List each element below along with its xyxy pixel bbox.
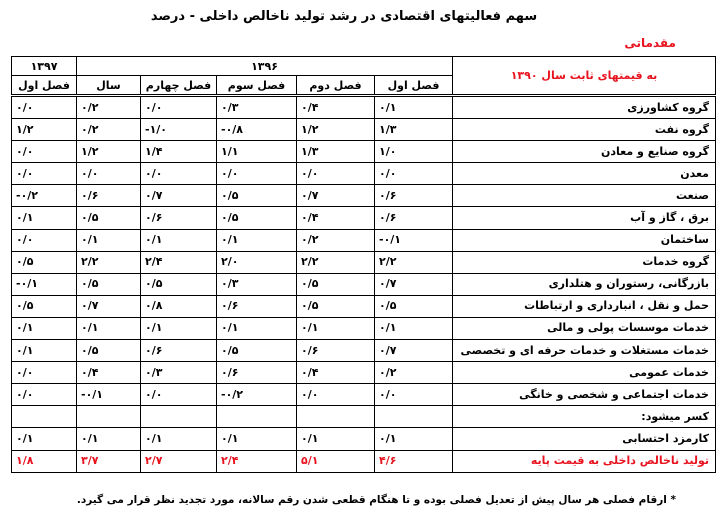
value-cell: ۰/۱ xyxy=(12,340,77,362)
value-cell: ۰/۷ xyxy=(297,185,375,207)
table-row xyxy=(12,141,716,163)
value-cell: ۰/۰ xyxy=(375,384,453,406)
value-cell: ۰/۷ xyxy=(375,273,453,295)
year-1397-header: ۱۳۹۷ xyxy=(12,57,77,76)
table-row xyxy=(12,185,716,207)
value-cell: ۰/۱ xyxy=(141,428,217,450)
table-row xyxy=(12,251,716,273)
value-cell: ۱/۴ xyxy=(141,141,217,163)
row-label: گروه کشاورزی xyxy=(453,96,716,119)
col-header-q4-1396: فصل چهارم xyxy=(141,76,217,96)
value-cell: ۰/۴ xyxy=(297,207,375,229)
row-label: خدمات اجتماعی و شخصی و خانگی xyxy=(453,384,716,406)
value-cell: ۰/۰ xyxy=(217,163,297,185)
value-cell: ۰/۰ xyxy=(375,163,453,185)
value-cell xyxy=(12,406,77,428)
value-cell: ۰/۵ xyxy=(141,273,217,295)
value-cell: ۲/۲ xyxy=(77,251,141,273)
col-header-year-1396: سال xyxy=(77,76,141,96)
value-cell: ۰/۰ xyxy=(77,163,141,185)
preliminary-label: مقدماتی xyxy=(624,36,676,50)
value-cell: -۱/۰ xyxy=(141,119,217,141)
value-cell: ۰/۲ xyxy=(77,96,141,119)
row-label: کارمزد احتسابی xyxy=(453,428,716,450)
value-cell: ۰/۶ xyxy=(217,362,297,384)
table-row xyxy=(12,428,716,450)
table-row xyxy=(12,340,716,362)
value-cell: ۰/۶ xyxy=(375,185,453,207)
value-cell: ۰/۵ xyxy=(217,207,297,229)
value-cell: ۰/۵ xyxy=(297,273,375,295)
value-cell: ۰/۴ xyxy=(77,362,141,384)
page-title: سهم فعالیتهای اقتصادی در رشد تولید ناخالص داخلی - درصد xyxy=(150,9,538,24)
value-cell: ۴/۶ xyxy=(375,450,453,472)
value-cell: ۰/۲ xyxy=(375,362,453,384)
col-header-q3-1396: فصل سوم xyxy=(217,76,297,96)
table-row xyxy=(12,450,716,472)
table-row xyxy=(12,163,716,185)
value-cell: ۰/۴ xyxy=(297,96,375,119)
value-cell: ۰/۵ xyxy=(77,207,141,229)
value-cell: ۰/۲ xyxy=(297,229,375,251)
value-cell: ۲/۴ xyxy=(141,251,217,273)
value-cell: ۰/۱ xyxy=(217,317,297,339)
col-header-q1-1396: فصل اول xyxy=(375,76,453,96)
value-cell: -۰/۱ xyxy=(12,273,77,295)
value-cell: ۰/۱ xyxy=(297,317,375,339)
value-cell: ۰/۵ xyxy=(217,340,297,362)
value-cell: ۰/۱ xyxy=(297,428,375,450)
value-cell: ۱/۸ xyxy=(12,450,77,472)
value-cell: -۰/۱ xyxy=(375,229,453,251)
value-cell: ۱/۲ xyxy=(12,119,77,141)
value-cell: ۰/۶ xyxy=(141,340,217,362)
value-cell: ۰/۵ xyxy=(12,295,77,317)
table-row xyxy=(12,273,716,295)
value-cell: ۰/۱ xyxy=(141,229,217,251)
value-cell: ۰/۰ xyxy=(12,384,77,406)
value-cell: ۰/۱ xyxy=(77,317,141,339)
value-cell: ۰/۵ xyxy=(375,295,453,317)
value-cell: -۰/۸ xyxy=(217,119,297,141)
table-row xyxy=(12,295,716,317)
row-label: معدن xyxy=(453,163,716,185)
value-cell: -۰/۲ xyxy=(217,384,297,406)
value-cell: ۰/۱ xyxy=(217,229,297,251)
value-cell: ۰/۱ xyxy=(12,207,77,229)
value-cell: ۰/۱ xyxy=(12,317,77,339)
value-cell: ۱/۳ xyxy=(297,141,375,163)
table-row xyxy=(12,229,716,251)
value-cell: ۰/۱ xyxy=(77,229,141,251)
value-cell: ۰/۶ xyxy=(217,295,297,317)
row-label: گروه نفت xyxy=(453,119,716,141)
value-cell: ۰/۰ xyxy=(12,96,77,119)
table-row xyxy=(12,406,716,428)
value-cell: ۰/۴ xyxy=(297,362,375,384)
value-cell: ۰/۵ xyxy=(297,295,375,317)
row-label: ساختمان xyxy=(453,229,716,251)
value-cell: ۱/۰ xyxy=(375,141,453,163)
value-cell xyxy=(375,406,453,428)
gdp-contribution-table xyxy=(11,56,716,473)
value-cell: ۱/۲ xyxy=(77,141,141,163)
value-cell: ۰/۱ xyxy=(375,96,453,119)
row-label: خدمات عمومی xyxy=(453,362,716,384)
col-header-q1-1397: فصل اول xyxy=(12,76,77,96)
row-label: خدمات مستغلات و خدمات حرفه ای و تخصصی xyxy=(453,340,716,362)
value-cell: ۰/۳ xyxy=(141,362,217,384)
value-cell: ۱/۲ xyxy=(297,119,375,141)
row-label: تولید ناخالص داخلی به قیمت پایه xyxy=(453,450,716,472)
value-cell: ۰/۱ xyxy=(77,428,141,450)
header-row-years xyxy=(12,57,716,76)
value-cell: ۰/۱ xyxy=(375,317,453,339)
row-label: حمل و نقل ، انبارداری و ارتباطات xyxy=(453,295,716,317)
table-row xyxy=(12,317,716,339)
value-cell: ۰/۰ xyxy=(141,96,217,119)
value-cell: ۰/۵ xyxy=(12,251,77,273)
value-cell: ۲/۲ xyxy=(297,251,375,273)
value-cell: ۰/۱ xyxy=(217,428,297,450)
value-cell: ۰/۷ xyxy=(375,340,453,362)
value-cell: ۲/۲ xyxy=(375,251,453,273)
row-label: بازرگانی، رستوران و هتلداری xyxy=(453,273,716,295)
value-cell: -۰/۱ xyxy=(77,384,141,406)
value-cell: ۳/۷ xyxy=(77,450,141,472)
value-cell: ۰/۵ xyxy=(77,340,141,362)
row-label: برق ، گاز و آب xyxy=(453,207,716,229)
value-cell: ۰/۱ xyxy=(141,317,217,339)
table-row xyxy=(12,96,716,119)
value-cell: ۰/۳ xyxy=(217,273,297,295)
footnote: * ارقام فصلی هر سال پیش از تعدیل فصلی بوده و تا هنگام قطعی شدن رقم سالانه، مورد تجدید نظر قرار می گیرد. xyxy=(76,494,676,506)
table-row xyxy=(12,207,716,229)
value-cell: ۰/۱ xyxy=(375,428,453,450)
value-cell: ۰/۶ xyxy=(375,207,453,229)
value-cell: ۰/۰ xyxy=(297,384,375,406)
value-cell: ۰/۷ xyxy=(141,185,217,207)
value-cell: ۰/۱ xyxy=(12,428,77,450)
value-cell: ۰/۰ xyxy=(297,163,375,185)
table-row xyxy=(12,384,716,406)
value-cell xyxy=(77,406,141,428)
value-cell: ۰/۸ xyxy=(141,295,217,317)
value-cell: ۰/۵ xyxy=(77,273,141,295)
row-label: خدمات موسسات پولی و مالی xyxy=(453,317,716,339)
value-cell: ۰/۶ xyxy=(297,340,375,362)
row-label: گروه خدمات xyxy=(453,251,716,273)
col-header-q2-1396: فصل دوم xyxy=(297,76,375,96)
table-row xyxy=(12,362,716,384)
value-cell: ۰/۰ xyxy=(12,141,77,163)
value-cell: -۰/۲ xyxy=(12,185,77,207)
value-cell: ۰/۰ xyxy=(141,163,217,185)
value-cell: ۰/۶ xyxy=(77,185,141,207)
value-cell: ۰/۰ xyxy=(12,229,77,251)
value-cell xyxy=(141,406,217,428)
value-cell: ۰/۵ xyxy=(217,185,297,207)
value-cell: ۲/۷ xyxy=(141,450,217,472)
unit-header-cell: به قیمتهای ثابت سال ۱۳۹۰ xyxy=(453,57,716,96)
value-cell: ۵/۱ xyxy=(297,450,375,472)
value-cell: ۱/۳ xyxy=(375,119,453,141)
value-cell: ۰/۳ xyxy=(217,96,297,119)
value-cell: ۰/۲ xyxy=(77,119,141,141)
value-cell: ۰/۷ xyxy=(77,295,141,317)
year-1396-header: ۱۳۹۶ xyxy=(77,57,453,76)
value-cell xyxy=(217,406,297,428)
row-label: گروه صنایع و معادن xyxy=(453,141,716,163)
value-cell xyxy=(297,406,375,428)
row-label: صنعت xyxy=(453,185,716,207)
value-cell: ۱/۱ xyxy=(217,141,297,163)
row-label: کسر میشود: xyxy=(453,406,716,428)
table-row xyxy=(12,119,716,141)
value-cell: ۲/۰ xyxy=(217,251,297,273)
value-cell: ۰/۰ xyxy=(141,384,217,406)
value-cell: ۰/۶ xyxy=(141,207,217,229)
value-cell: ۰/۰ xyxy=(12,163,77,185)
value-cell: ۲/۴ xyxy=(217,450,297,472)
value-cell: ۰/۰ xyxy=(12,362,77,384)
